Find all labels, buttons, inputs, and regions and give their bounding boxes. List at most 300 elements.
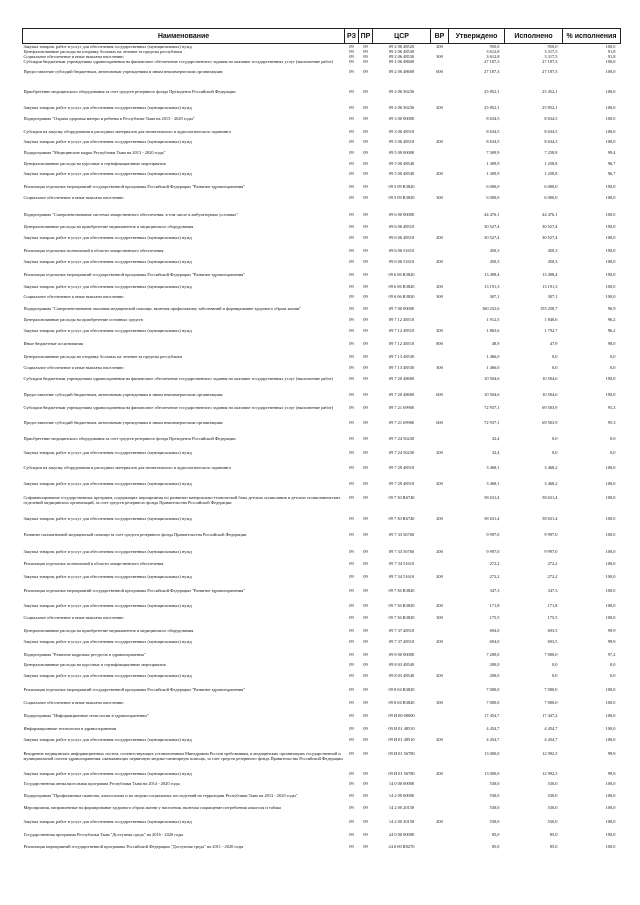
cell-rz: 09 (349, 615, 354, 620)
cell-approved: 1 309,9 (486, 161, 500, 166)
cell-vr (431, 306, 449, 317)
cell-executed: 12 992,5 (542, 751, 558, 756)
cell-executed: 1 840,6 (544, 317, 558, 322)
cell-csr: 09 7 12 48510 (388, 328, 415, 333)
cell-executed: 0,0 (552, 354, 558, 359)
cell-csr: 24 0 00 00000 (388, 832, 415, 837)
cell-percent: 100,0 (605, 793, 616, 798)
cell-approved: 307,1 (489, 294, 500, 299)
cell-vr: 200 (436, 737, 443, 742)
cell-vr (431, 726, 449, 737)
cell-name: Мероприятия, направленные на формирование здорового образа жизни у населения, включая сокращение потребления алкоголя и табака (23, 805, 281, 810)
cell-approved: 1 309,9 (486, 171, 500, 176)
cell-csr: 09 7 30 R6740 (388, 495, 415, 500)
cell-rz: 09 (349, 561, 354, 566)
cell-approved: 7 200,0 (486, 652, 500, 657)
cell-vr (431, 561, 449, 574)
cell-percent: 0,0 (610, 354, 616, 359)
cell-csr: 09 6 06 R3820 (388, 284, 415, 289)
table-row (23, 212, 621, 224)
cell-pr: 09 (363, 549, 368, 554)
cell-percent: 0,0 (610, 662, 616, 667)
cell-csr: 09 5 09 R3820 (388, 195, 415, 200)
cell-csr: 09 6 06 51610 (388, 248, 415, 253)
cell-approved: 4 454,7 (486, 726, 500, 731)
cell-csr: 09 7 30 R6740 (388, 516, 415, 521)
cell-approved: 13 191,3 (484, 284, 500, 289)
table-row (23, 713, 621, 726)
cell-vr (431, 588, 449, 603)
cell-csr: 14 2 00 20150 (388, 805, 415, 810)
cell-approved: 30 527,4 (484, 235, 500, 240)
cell-executed: 25 852,1 (542, 105, 558, 110)
header-approved: Утверждено (449, 29, 505, 44)
cell-csr: 09 7 24 56230 (388, 450, 415, 455)
cell-name: Закупка товаров, работ и услуг для обеспечения государственных (муниципальных) нужд (23, 481, 192, 486)
table-row (23, 726, 621, 737)
cell-name: Централизованные расходы на курсовые и сертификационные мероприятия (23, 662, 166, 667)
cell-rz: 09 (349, 224, 354, 229)
cell-name: Централизованные расходы на отправку больных на лечение за пределы республики (23, 49, 182, 54)
cell-pr: 09 (363, 405, 368, 410)
cell-rz: 09 (349, 532, 354, 537)
cell-pr: 09 (363, 139, 368, 144)
cell-pr: 09 (363, 771, 368, 776)
cell-vr (431, 844, 449, 857)
cell-executed: 85,0 (549, 832, 558, 837)
cell-approved: 1 466,0 (486, 365, 500, 370)
cell-csr: 09 7 12 48510 (388, 341, 415, 346)
cell-percent: 100,0 (605, 549, 616, 554)
cell-executed: 0,0 (552, 450, 558, 455)
cell-vr (431, 805, 449, 819)
cell-approved: 347,3 (489, 588, 500, 593)
cell-rz: 09 (349, 54, 354, 59)
cell-csr: 09 7 36 R3820 (388, 588, 415, 593)
cell-rz: 09 (349, 751, 354, 756)
table-row (23, 737, 621, 751)
cell-percent: 96,9 (607, 306, 616, 311)
cell-percent: 100,0 (605, 588, 616, 593)
cell-pr: 09 (363, 89, 368, 94)
cell-executed: 0,0 (552, 436, 558, 441)
cell-pr: 09 (363, 235, 368, 240)
cell-vr: 200 (436, 549, 443, 554)
cell-name: Предоставление субсидий бюджетным, автономным учреждениям и иным некоммерческим организациям (23, 420, 223, 425)
cell-name: Предоставление субсидий бюджетным, автономным учреждениям и иным некоммерческим организациям (23, 69, 223, 74)
cell-vr (431, 354, 449, 365)
cell-pr: 09 (363, 184, 368, 189)
cell-pr: 09 (363, 392, 368, 397)
cell-percent: 100,0 (605, 248, 616, 253)
cell-percent: 100,0 (605, 184, 616, 189)
table-row (23, 69, 621, 89)
cell-percent: 100,0 (605, 139, 616, 144)
cell-name: Подпрограмма "Медицинские кадры Республики Тыва на 2013 - 2020 годы" (23, 150, 166, 155)
table-row (23, 248, 621, 259)
cell-csr: 14 2 00 00000 (388, 793, 415, 798)
cell-name: Закупка товаров, работ и услуг для обеспечения государственных (муниципальных) нужд (23, 673, 192, 678)
cell-rz: 09 (349, 805, 354, 810)
cell-approved: 3 612,8 (486, 49, 500, 54)
cell-vr: 200 (436, 574, 443, 579)
cell-approved: 450,3 (489, 248, 500, 253)
cell-percent: 100,0 (605, 212, 616, 217)
cell-approved: 58 631,4 (484, 516, 500, 521)
cell-percent: 100,0 (605, 235, 616, 240)
cell-approved: 17 454,7 (484, 713, 500, 718)
cell-csr: 09 3 06 48510 (388, 139, 415, 144)
cell-vr: 200 (436, 516, 443, 521)
cell-pr: 09 (363, 420, 368, 425)
table-row (23, 184, 621, 195)
table-row (23, 436, 621, 450)
cell-percent: 100,0 (605, 819, 616, 824)
cell-percent: 100,0 (605, 481, 616, 486)
table-row (23, 588, 621, 603)
cell-approved: 72 937,1 (484, 405, 500, 410)
cell-executed: 155 258,7 (539, 306, 558, 311)
cell-name: Подпрограмма "Совершенствование оказания медицинской помощи, включая профилактику заболеваний и формирование здорового образа жизни" (23, 306, 302, 311)
table-row (23, 628, 621, 639)
cell-name: Субсидии бюджетным учреждениям здравоохранения на финансовое обеспечение государственного задания на оказание государственных услуг (выполнение работ) (23, 376, 334, 381)
cell-executed: 530,0 (547, 805, 558, 810)
cell-rz: 09 (349, 235, 354, 240)
cell-pr: 09 (363, 574, 368, 579)
cell-approved: 85,0 (491, 844, 500, 849)
cell-pr: 09 (363, 687, 368, 692)
cell-csr: 09 И 01 48510 (388, 737, 415, 742)
cell-pr: 09 (363, 844, 368, 849)
cell-approved: 6 000,0 (486, 184, 500, 189)
cell-name: Субсидии на закупку оборудования и расходных материалов для неонатального и аудиологического скрининга (23, 129, 231, 134)
cell-csr: 09 2 06 56230 (388, 89, 415, 94)
cell-name: Приобретение медицинского оборудования за счет средств резервного фонда Президента Российской Федерации (23, 436, 236, 441)
cell-name: Закупка товаров, работ и услуг для обеспечения государственных (муниципальных) нужд (23, 139, 192, 144)
cell-csr: 09 7 20 48600 (388, 392, 415, 397)
table-row (23, 532, 621, 549)
cell-name: Информационные технологии в здравоохранении (23, 726, 117, 731)
cell-pr: 09 (363, 561, 368, 566)
cell-rz: 09 (349, 465, 354, 470)
budget-table-container (22, 28, 620, 857)
cell-executed: 27 187,3 (542, 69, 558, 74)
cell-vr: 200 (436, 44, 443, 49)
cell-approved: 200,0 (489, 662, 500, 667)
cell-csr: 09 7 34 51610 (388, 574, 415, 579)
cell-percent: 100,0 (605, 69, 616, 74)
cell-percent: 100,0 (605, 574, 616, 579)
cell-pr: 09 (363, 781, 368, 786)
cell-vr (431, 532, 449, 549)
cell-approved: 1 466,0 (486, 354, 500, 359)
table-row (23, 224, 621, 235)
cell-percent: 100,0 (605, 259, 616, 264)
cell-executed: 10 504,6 (542, 376, 558, 381)
table-row (23, 405, 621, 420)
table-row (23, 700, 621, 713)
cell-csr: 09 7 37 48510 (388, 639, 415, 644)
cell-name: Закупка товаров, работ и услуг для обеспечения государственных (муниципальных) нужд (23, 639, 192, 644)
table-row (23, 751, 621, 771)
cell-approved: 13 000,0 (484, 771, 500, 776)
cell-approved: 10 504,6 (484, 392, 500, 397)
header-rz: РЗ (345, 29, 359, 44)
cell-csr: 09 И 00 00000 (388, 713, 415, 718)
cell-name: Закупка товаров, работ и услуг для обеспечения государственных (муниципальных) нужд (23, 603, 192, 608)
cell-executed: 272,2 (547, 574, 558, 579)
cell-rz: 09 (349, 726, 354, 731)
cell-pr: 09 (363, 212, 368, 217)
cell-pr: 09 (363, 805, 368, 810)
table-row (23, 561, 621, 574)
cell-name: Реализация отдельных мероприятий государственной программы Российской Федерации "Развитие здравоохранения" (23, 184, 246, 189)
cell-vr (431, 272, 449, 284)
cell-name: Закупка товаров, работ и услуг для обеспечения государственных (муниципальных) нужд (23, 737, 192, 742)
cell-csr: 09 8 00 00000 (388, 652, 415, 657)
cell-executed: 13 498,4 (542, 272, 558, 277)
cell-executed: 307,1 (547, 294, 558, 299)
cell-csr: 14 0 00 00000 (388, 781, 415, 786)
table-row (23, 481, 621, 495)
table-row (23, 549, 621, 561)
cell-pr: 09 (363, 328, 368, 333)
cell-percent: 100,0 (605, 44, 616, 49)
cell-csr: 09 2 06 48600 (388, 69, 415, 74)
cell-percent: 100,0 (605, 59, 616, 64)
cell-csr: 09 7 12 48510 (388, 317, 415, 322)
cell-rz: 09 (349, 392, 354, 397)
cell-name: Реализация отдельных полномочий в области лекарственного обеспечения (23, 561, 164, 566)
cell-executed: 7 000,0 (544, 652, 558, 657)
cell-name: Реализация отдельных мероприятий государственной программы Российской Федерации "Развитие здравоохранения" (23, 588, 246, 593)
cell-executed: 13 191,3 (542, 284, 558, 289)
cell-rz: 09 (349, 317, 354, 322)
cell-executed: 8 634,5 (544, 116, 558, 121)
cell-name: Централизованные расходы на приобретение медикаментов и медицинского оборудования (23, 224, 194, 229)
table-row (23, 832, 621, 844)
cell-rz: 09 (349, 171, 354, 176)
cell-executed: 9 997,0 (544, 532, 558, 537)
cell-executed: 450,3 (547, 259, 558, 264)
cell-executed: 17 447,2 (542, 713, 558, 718)
cell-approved: 530,0 (489, 793, 500, 798)
cell-name: Государственная программа Республики Тыва "Доступная среда" на 2016 - 2020 годы (23, 832, 184, 837)
cell-name: Закупка товаров, работ и услуг для обеспечения государственных (муниципальных) нужд (23, 171, 192, 176)
cell-vr: 200 (436, 259, 443, 264)
table-row (23, 139, 621, 150)
cell-pr: 09 (363, 161, 368, 166)
cell-executed: 4 454,7 (544, 726, 558, 731)
cell-csr: 09 И 01 48510 (388, 726, 415, 731)
cell-percent: 100,0 (605, 105, 616, 110)
cell-pr: 09 (363, 248, 368, 253)
cell-vr (431, 59, 449, 69)
cell-percent: 99,4 (607, 150, 616, 155)
cell-rz: 09 (349, 662, 354, 667)
cell-percent: 100,0 (605, 129, 616, 134)
cell-executed: 10 504,6 (542, 392, 558, 397)
cell-vr (431, 150, 449, 161)
cell-percent: 100,0 (605, 700, 616, 705)
cell-executed: 1 792,7 (544, 328, 558, 333)
cell-vr (431, 662, 449, 673)
cell-rz: 09 (349, 588, 354, 593)
cell-executed: 44 476,1 (542, 212, 558, 217)
cell-pr: 09 (363, 272, 368, 277)
table-row (23, 805, 621, 819)
cell-name: Закупка товаров, работ и услуг для обеспечения государственных (муниципальных) нужд (23, 819, 192, 824)
cell-csr: 09 7 13 48530 (388, 365, 415, 370)
cell-executed: 8 634,5 (544, 129, 558, 134)
cell-percent: 0,0 (610, 365, 616, 370)
table-header-row (23, 29, 621, 44)
table-row (23, 59, 621, 69)
cell-vr (431, 436, 449, 450)
cell-vr (431, 465, 449, 481)
cell-name: Закупка товаров, работ и услуг для обеспечения государственных (муниципальных) нужд (23, 771, 192, 776)
cell-vr: 600 (436, 420, 443, 425)
cell-pr: 09 (363, 259, 368, 264)
cell-rz: 09 (349, 365, 354, 370)
cell-rz: 09 (349, 212, 354, 217)
cell-rz: 09 (349, 354, 354, 359)
cell-csr: 09 6 06 48510 (388, 224, 415, 229)
table-row (23, 687, 621, 700)
cell-rz: 09 (349, 450, 354, 455)
cell-rz: 09 (349, 687, 354, 692)
cell-executed: 693,5 (547, 628, 558, 633)
cell-pr: 09 (363, 819, 368, 824)
cell-percent: 100,0 (605, 195, 616, 200)
cell-name: Социальное обеспечение и иные выплаты населению (23, 195, 124, 200)
cell-name: Субсидии бюджетным учреждениям здравоохранения на финансовое обеспечение государственного задания на оказание государственных услуг (выполнение работ) (23, 59, 334, 64)
cell-csr: 09 2 06 48530 (388, 54, 415, 59)
cell-name: Закупка товаров, работ и услуг для обеспечения государственных (муниципальных) нужд (23, 235, 192, 240)
cell-csr: 09 8 03 48540 (388, 662, 415, 667)
cell-vr (431, 224, 449, 235)
cell-vr: 600 (436, 392, 443, 397)
cell-name: Софинансирование государственных программ, содержащих мероприятия по развитию материально-технической базы детских поликлиник и детских поликлинических отделений медицинских организаций, за счет средств резервного фонда Правительства Российской Федерации (23, 495, 341, 505)
cell-vr (431, 832, 449, 844)
cell-percent: 91,8 (607, 49, 616, 54)
table-row (23, 171, 621, 184)
cell-vr (431, 116, 449, 129)
cell-csr: 09 3 06 48510 (388, 129, 415, 134)
cell-executed: 9 997,0 (544, 549, 558, 554)
cell-vr: 200 (436, 171, 443, 176)
cell-rz: 09 (349, 376, 354, 381)
cell-name: Закупка товаров, работ и услуг для обеспечения государственных (муниципальных) нужд (23, 44, 192, 49)
cell-executed: 58 631,4 (542, 516, 558, 521)
cell-pr: 09 (363, 54, 368, 59)
cell-pr: 09 (363, 317, 368, 322)
cell-pr: 09 (363, 49, 368, 54)
cell-name: Централизованные расходы на отправку больных на лечение за пределы республики (23, 354, 182, 359)
cell-pr: 09 (363, 673, 368, 678)
table-row (23, 306, 621, 317)
cell-rz: 09 (349, 639, 354, 644)
cell-name: Социальное обеспечение и иные выплаты населению (23, 365, 124, 370)
cell-vr (431, 129, 449, 139)
table-row (23, 89, 621, 105)
cell-approved: 8 634,5 (486, 139, 500, 144)
cell-csr: 09 7 33 56760 (388, 532, 415, 537)
cell-name: Развитие паллиативной медицинской помощи за счет средств резервного фонда Правительства Российской Федерации (23, 532, 247, 537)
cell-executed: 171,8 (547, 603, 558, 608)
cell-executed: 530,0 (547, 793, 558, 798)
cell-csr: 09 5 00 48540 (388, 161, 415, 166)
cell-pr: 09 (363, 59, 368, 64)
cell-rz: 09 (349, 49, 354, 54)
cell-vr (431, 161, 449, 171)
cell-percent: 100,0 (605, 832, 616, 837)
table-row (23, 259, 621, 272)
table-row (23, 673, 621, 687)
table-row (23, 272, 621, 284)
cell-csr: 09 7 20 48600 (388, 376, 415, 381)
cell-pr: 09 (363, 450, 368, 455)
cell-csr: 09 И 01 56780 (388, 771, 415, 776)
cell-name: Подпрограмма "Совершенствование системы лекарственного обеспечения, в том числе в амбулаторных условиях" (23, 212, 239, 217)
cell-executed: 6 000,0 (544, 195, 558, 200)
cell-csr: 09 7 36 R3820 (388, 603, 415, 608)
cell-percent: 100,0 (605, 376, 616, 381)
cell-percent: 96,2 (607, 328, 616, 333)
cell-percent: 96,2 (607, 317, 616, 322)
table-row (23, 844, 621, 857)
table-row (23, 284, 621, 294)
cell-pr: 09 (363, 516, 368, 521)
cell-executed: 530,0 (547, 819, 558, 824)
cell-pr: 09 (363, 365, 368, 370)
cell-csr: 09 8 04 R3820 (388, 687, 415, 692)
cell-approved: 3 468,1 (486, 481, 500, 486)
cell-rz: 09 (349, 129, 354, 134)
cell-name: Реализация отдельных мероприятий государственной программы Российской Федерации "Развитие здравоохранения" (23, 272, 246, 277)
cell-vr: 300 (436, 365, 443, 370)
table-row (23, 516, 621, 532)
cell-approved: 950,0 (489, 44, 500, 49)
cell-name: Закупка товаров, работ и услуг для обеспечения государственных (муниципальных) нужд (23, 574, 192, 579)
cell-csr: 09 8 03 48540 (388, 673, 415, 678)
cell-vr: 200 (436, 603, 443, 608)
cell-csr: 09 7 00 00000 (388, 306, 415, 311)
cell-csr: 09 7 29 48510 (388, 465, 415, 470)
cell-pr: 09 (363, 639, 368, 644)
cell-executed: 3 317,5 (544, 54, 558, 59)
cell-rz: 09 (349, 793, 354, 798)
cell-executed: 58 631,4 (542, 495, 558, 500)
cell-executed: 4 454,7 (544, 737, 558, 742)
cell-rz: 09 (349, 294, 354, 299)
cell-percent: 0,0 (610, 450, 616, 455)
table-row (23, 376, 621, 392)
cell-vr: 200 (436, 450, 443, 455)
cell-executed: 47,9 (549, 341, 558, 346)
cell-executed: 1 258,8 (544, 161, 558, 166)
cell-csr: 09 5 00 00000 (388, 150, 415, 155)
cell-pr: 09 (363, 652, 368, 657)
cell-pr: 09 (363, 376, 368, 381)
table-row (23, 603, 621, 615)
cell-vr (431, 495, 449, 516)
cell-csr: 09 7 34 51610 (388, 561, 415, 566)
cell-percent: 100,0 (605, 516, 616, 521)
cell-pr: 09 (363, 628, 368, 633)
cell-executed: 27 187,3 (542, 59, 558, 64)
cell-name: Закупка товаров, работ и услуг для обеспечения государственных (муниципальных) нужд (23, 328, 192, 333)
